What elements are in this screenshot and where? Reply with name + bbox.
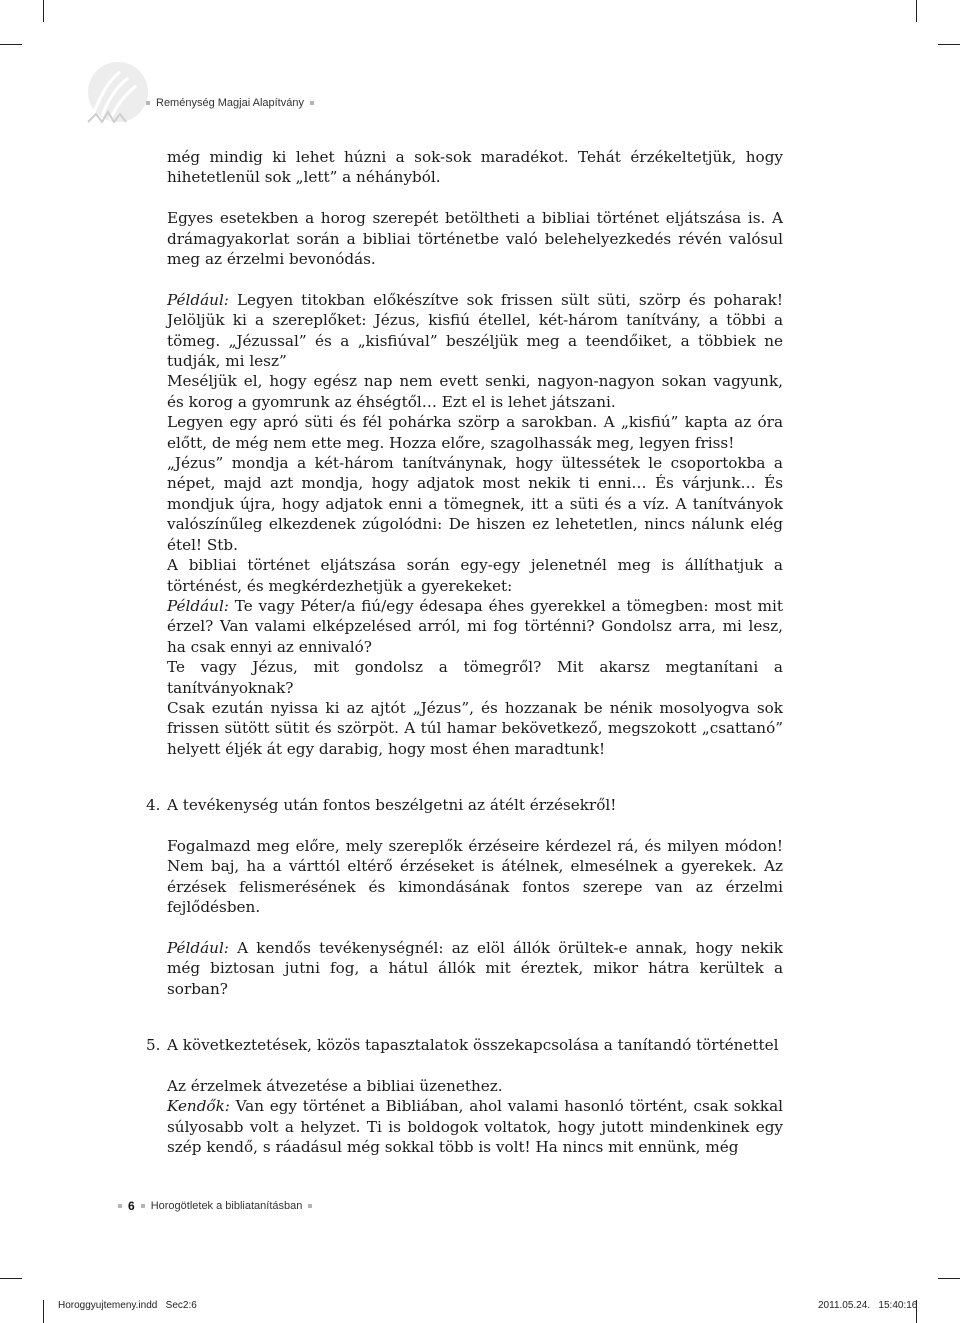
example-label: Például:	[167, 596, 229, 615]
crop-mark	[938, 44, 960, 45]
paragraph: „Jézus” mondja a két-három tanítványnak, hogy ültessétek le csoportokba a népet, majd azt mondja, hogy adjatok most nekik ti enni… És várjunk… És mondjuk újra, hogy adjatok enni a tömegnek, itt a süti és a víz. A tanítványok valószínűleg elkezdenek zúgolódni: De hiszen ez lehetetlen, nincs nálunk elég étel! Stb.	[167, 454, 783, 554]
paragraph: Te vagy Jézus, mit gondolsz a tömegről? Mit akarsz megtanítani a tanítványoknak?	[167, 658, 783, 697]
foundation-logo-icon	[76, 62, 150, 128]
section-heading: 5. A következtetések, közös tapasztalatok összekapcsolása a tanítandó történettel	[146, 1036, 779, 1055]
section-heading: 4. A tevékenység után fontos beszélgetni az átélt érzésekről!	[146, 796, 617, 815]
slug-datetime: 2011.05.24. 15:40:16	[818, 1300, 918, 1311]
crop-mark	[916, 0, 917, 22]
paragraph: még mindig ki lehet húzni a sok-sok maradékot. Tehát érzékeltetjük, hogy hihetetlenül sok „lett” a néhányból.	[167, 148, 783, 187]
paragraph: Például: Legyen titokban előkészítve sok frissen sült süti, szörp és poharak! Jelöljük ki a szereplőket: Jézus, kisfiú étellel, két-három tanítvány, a többi a tömeg. „Jézussal” és a „kisfiúval” beszéljük meg a teendőiket, a többiek ne tudják, mi lesz”	[167, 290, 783, 371]
bullet-square-icon	[308, 1204, 312, 1208]
bullet-square-icon	[310, 101, 314, 105]
bullet-square-icon	[146, 101, 150, 105]
paragraph: Csak ezután nyissa ki az ajtót „Jézus”, és hozzanak be nénik mosolyogva sok frissen sütött sütit és szörpöt. A túl hamar bekövetkező, megszokott „csattanó” helyett éljék át egy darabig, hogy most éhen maradtunk!	[167, 698, 783, 758]
paragraph: Kendők: Van egy történet a Bibliában, ahol valami hasonló történt, csak sokkal súlyosabb volt a helyzet. Ti is boldogok voltatok, hogy jutott mindenkinek egy szép kendő, s ráadásul még sokkal több is volt! Ha nincs mit ennünk, még	[167, 1097, 783, 1157]
crop-mark	[0, 1278, 22, 1279]
page-footer	[118, 1199, 312, 1213]
page-number: 6	[128, 1199, 135, 1213]
crop-mark	[938, 1278, 960, 1279]
paragraph: Legyen egy apró süti és fél pohárka szörp a sarokban. A „kisfiú” kapta az óra előtt, de még nem ette meg. Hozza előre, szagolhassák meg, legyen friss!	[167, 413, 783, 452]
crop-mark	[43, 0, 44, 22]
paragraph: Például: Te vagy Péter/a fiú/egy édesapa éhes gyerekkel a tömegben: most mit érzel? Van valami elképzelésed arról, mi fog történni? Gondolsz arra, mi lesz, ha csak ennyi az ennivaló?	[167, 596, 783, 656]
crop-mark	[43, 1300, 44, 1323]
paragraph: Az érzelmek átvezetése a bibliai üzenethez.	[167, 1076, 503, 1095]
paragraph: Például: A kendős tevékenységnél: az elöl állók örültek-e annak, hogy nekik még biztosan jutni fog, a hátul állók mit éreztek, mikor hátra kerültek a sorban?	[167, 938, 783, 998]
example-label: Például:	[167, 290, 229, 309]
bullet-square-icon	[141, 1204, 145, 1208]
paragraph: Fogalmazd meg előre, mely szereplők érzéseire kérdezel rá, és milyen módon! Nem baj, ha a várttól eltérő érzéseket is átélnek, elmesélnek a gyerekek. Az érzések felismerésének és kimondásának fontos szerepe van az érzelmi fejlődésben.	[167, 836, 783, 917]
header-title: Reménység Magjai Alapítvány	[156, 97, 304, 109]
crop-mark	[0, 44, 22, 45]
slug-file: Horoggyujtemeny.indd Sec2:6	[58, 1300, 197, 1311]
paragraph: Egyes esetekben a horog szerepét betöltheti a bibliai történet eljátszása is. A drámagyakorlat során a bibliai történetbe való belehelyezkedés révén valósul meg az érzelmi bevonódás.	[167, 209, 783, 269]
bullet-square-icon	[118, 1204, 122, 1208]
example-label: Például:	[167, 938, 229, 957]
body-text	[146, 147, 783, 1158]
paragraph: Meséljük el, hogy egész nap nem evett senki, nagyon-nagyon sokan vagyunk, és korog a gyomrunk az éhségtől… Ezt el is lehet játszani.	[167, 372, 783, 411]
example-label: Kendők:	[167, 1097, 230, 1116]
paragraph: A bibliai történet eljátszása során egy-egy jelenetnél meg is állíthatjuk a történést, és megkérdezhetjük a gyerekeket:	[167, 556, 783, 595]
footer-title: Horogötletek a bibliatanításban	[150, 1200, 303, 1212]
page-header	[146, 97, 314, 109]
